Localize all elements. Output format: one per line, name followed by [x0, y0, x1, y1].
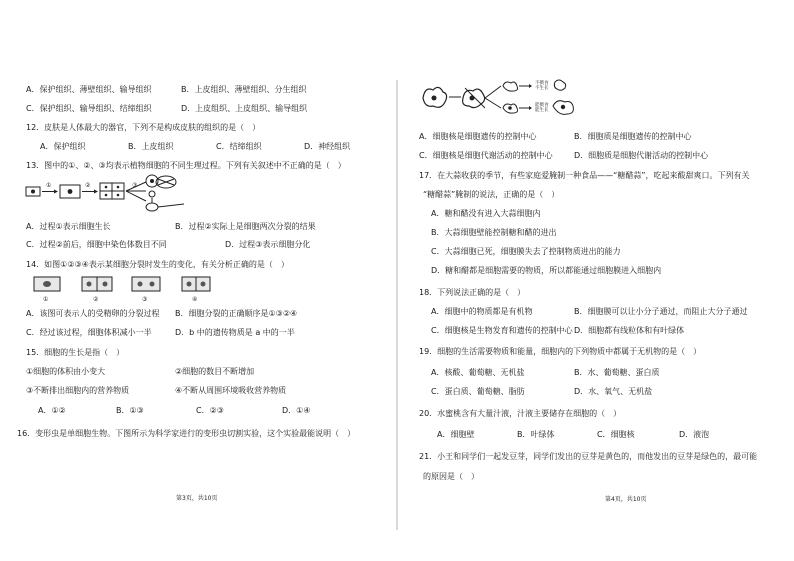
q15-option-b: B．①③ [116, 406, 144, 415]
q20-option-c: C．细胞核 [597, 430, 635, 439]
q14-label-2: ② [93, 296, 99, 303]
q15-option-d: D．①④ [282, 406, 311, 415]
q14-label-3: ③ [142, 296, 148, 303]
q16-option-a: A．细胞核是细胞遗传的控制中心 [419, 132, 537, 141]
q13-option-c: C．过程②前后，细胞中染色体数目不同 [26, 240, 167, 249]
q12-option-a: A．保护组织 [40, 142, 86, 151]
q12-option-b: B．上皮组织 [128, 142, 174, 151]
q15-option-a: A．①② [38, 406, 66, 415]
q11-option-a: A．保护组织、薄壁组织、输导组织 [26, 85, 152, 94]
right-page-footer: 第4页，共10页 [605, 496, 647, 503]
q11-option-d: D．上皮组织、上皮组织、输导组织 [181, 104, 308, 113]
q20-option-a: A．细胞壁 [437, 430, 475, 439]
q13-label-1: ① [46, 182, 52, 189]
q18-option-c: C．细胞核是生物发育和遗传的控制中心 [431, 326, 573, 335]
q20-stem: 20．水蜜桃含有大量汁液，汁液主要储存在细胞的（ ） [419, 409, 622, 418]
q15-statement-2: ②细胞的数目不断增加 [175, 367, 255, 376]
q18-option-d: D．细胞都有线粒体和有叶绿体 [574, 326, 685, 335]
q19-option-b: B．水、葡萄糖、蛋白质 [574, 368, 660, 377]
q14-option-b: B．细胞分裂的正确顺序是①③②④ [175, 309, 298, 318]
q18-option-a: A．细胞中的物质都是有机物 [431, 307, 533, 316]
q14-label-1: ① [43, 296, 49, 303]
q13-option-d: D．过程③表示细胞分化 [225, 240, 311, 249]
left-page-footer: 第3页，共10页 [176, 495, 218, 502]
q13-option-a: A．过程①表示细胞生长 [26, 222, 111, 231]
q16-option-b: B．细胞质是细胞遗传的控制中心 [574, 132, 692, 141]
q15-stem: 15．细胞的生长是指（ ） [26, 348, 125, 357]
label-feed-grow: 能摄食能生长 [535, 103, 549, 113]
q13-label-2: ② [85, 182, 91, 189]
q14-option-d: D．b 中的遗传物质是 a 中的一半 [175, 328, 295, 337]
q13-option-b: B．过程②实际上是细胞两次分裂的结果 [175, 222, 316, 231]
q14-cell-division-figure [32, 273, 222, 303]
q17-stem-line1: 17．在大蒜收获的季节，有些家庭爱腌制一种食品——“糖醋蒜”，吃起来酸甜爽口。下列有关 [419, 171, 750, 180]
q19-option-c: C．蛋白质、葡萄糖、脂肪 [431, 387, 525, 396]
q16-option-d: D．细胞质是细胞代谢活动的控制中心 [574, 151, 709, 160]
q17-option-d: D．糖和醋都是细胞需要的物质，所以都能通过细胞膜进入细胞内 [431, 266, 662, 275]
q17-option-b: B．大蒜细胞壁能控制糖和醋的进出 [431, 228, 557, 237]
q12-stem: 12．皮肤是人体最大的器官，下列不是构成皮肤的组织的是（ ） [26, 123, 261, 132]
q18-option-b: B．细胞膜可以让小分子通过，而阻止大分子通过 [574, 307, 748, 316]
q16-amoeba-cutting-figure [419, 76, 579, 118]
q15-statement-4: ④不断从周围环境吸收营养物质 [175, 386, 287, 395]
q16-stem: 16．变形虫是单细胞生物。下图所示为科学家进行的变形虫切割实验，这个实验最能说明（ ） [17, 429, 356, 438]
page-fold-line [396, 80, 398, 530]
q16-option-c: C．细胞核是细胞代谢活动的控制中心 [419, 151, 553, 160]
q13-cell-process-figure [24, 174, 194, 216]
q15-option-c: C．②③ [196, 406, 224, 415]
q20-option-d: D．液泡 [679, 430, 710, 439]
q21-stem-line1: 21．小王和同学们一起发豆芽，同学们发出的豆芽是黄色的，而他发出的豆芽是绿色的，最可能 [419, 452, 758, 461]
q15-statement-1: ①细胞的体积由小变大 [26, 367, 106, 376]
q15-statement-3: ③不断排出细胞内的营养物质 [26, 386, 130, 395]
q12-option-d: D．神经组织 [304, 142, 351, 151]
q12-option-c: C．结缔组织 [216, 142, 262, 151]
q20-option-b: B．叶绿体 [517, 430, 555, 439]
q13-label-3: ③ [132, 182, 138, 189]
q11-option-b: B．上皮组织、薄壁组织、分生组织 [181, 85, 307, 94]
q14-option-c: C．经过该过程，细胞体积减小一半 [26, 328, 152, 337]
q14-stem: 14．如图①②③④表示某细胞分裂时发生的变化，有关分析正确的是（ ） [26, 260, 289, 269]
q11-option-c: C．保护组织、输导组织、结缔组织 [26, 104, 152, 113]
q19-stem: 19．细胞的生活需要物质和能量，细胞内的下列物质中都属于无机物的是（ ） [419, 347, 702, 356]
q21-stem-line2: 的原因是（ ） [423, 472, 479, 481]
q18-stem: 18．下列说法正确的是（ ） [419, 288, 526, 297]
label-no-feed-no-grow: 不摄食不生长 [535, 81, 549, 91]
q14-option-a: A．该图可表示人的受精卵的分裂过程 [26, 309, 160, 318]
q17-option-a: A．糖和醋没有进入大蒜细胞内 [431, 209, 541, 218]
right-page [397, 0, 794, 561]
q17-stem-line2: “糖醋蒜”腌制的说法，正确的是（ ） [423, 190, 560, 199]
q19-option-a: A．核酸、葡萄糖、无机盐 [431, 368, 525, 377]
q19-option-d: D．水、氧气、无机盐 [574, 387, 653, 396]
q17-option-c: C．大蒜细胞已死，细胞膜失去了控制物质进出的能力 [431, 247, 621, 256]
q13-stem: 13．图中的①、②、③均表示植物细胞的不同生理过程。下列有关叙述中不正确的是（ ） [26, 161, 346, 170]
q14-label-4: ④ [192, 296, 198, 303]
